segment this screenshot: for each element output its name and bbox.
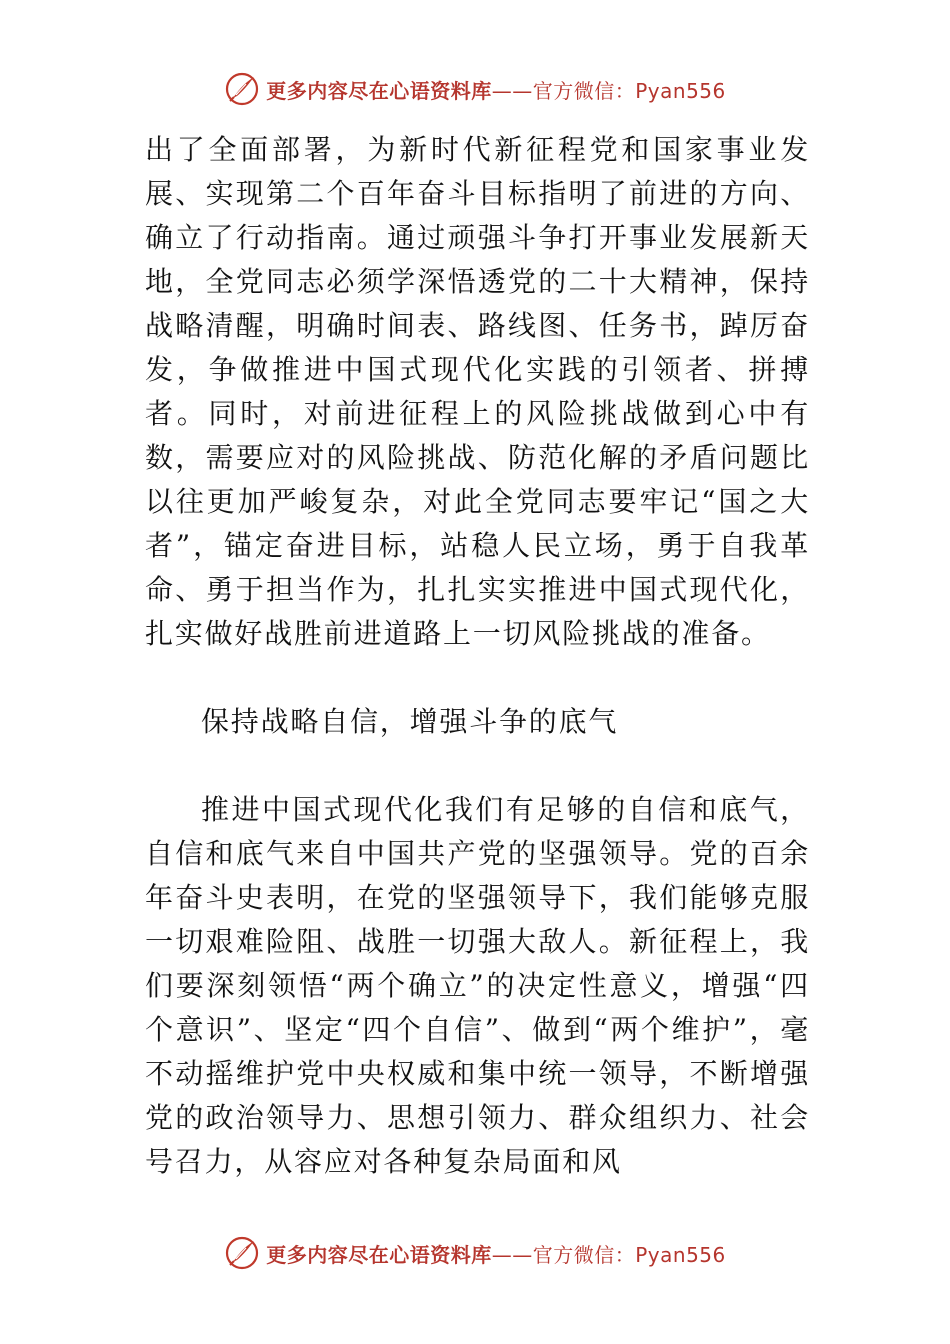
feather-quill-logo-icon (224, 71, 260, 107)
footer-wechat-label: 官方微信： (532, 1242, 636, 1267)
header-brand-text: 更多内容尽在心语资料库 (266, 78, 492, 103)
body-paragraph-1: 出了全面部署，为新时代新征程党和国家事业发展、实现第二个百年奋斗目标指明了前进的方向、确立了行动指南。通过顽强斗争打开事业发展新天地，全党同志必须学深悟透党的二十大精神，保持战略清醒，明确时间表、路线图、任务书，踔厉奋发，争做推进中国式现代化实践的引领者、拼搏者。同时，对前进征程上的风险挑战做到心中有数，需要应对的风险挑战、防范化解的矛盾问题比以往更加严峻复杂，对此全党同志要牢记“国之大者”，锚定奋进目标，站稳人民立场，勇于自我革命、勇于担当作为，扎扎实实推进中国式现代化，扎实做好战胜前进道路上一切风险挑战的准备。 (145, 133, 810, 650)
header-separator: —— (491, 78, 533, 103)
body-paragraph-2: 推进中国式现代化我们有足够的自信和底气，自信和底气来自中国共产党的坚强领导。党的百余年奋斗史表明，在党的坚强领导下，我们能够克服一切艰难险阻、战胜一切强大敌人。新征程上，我们要深刻领悟“两个确立”的决定性意义，增强“四个意识”、坚定“四个自信”、做到“两个维护”，毫不动摇维护党中央权威和集中统一领导，不断增强党的政治领导力、思想引领力、群众组织力、社会号召力，从容应对各种复杂局面和风 (145, 793, 810, 1178)
document-body (145, 128, 810, 1184)
footer-separator: —— (491, 1242, 533, 1267)
feather-quill-logo-icon (224, 1235, 260, 1271)
header-banner-text (266, 75, 726, 104)
header-wechat-id: Pyan556 (635, 78, 726, 103)
footer-brand-text: 更多内容尽在心语资料库 (266, 1242, 492, 1267)
footer-banner (0, 1230, 950, 1276)
footer-banner-text (266, 1239, 726, 1268)
footer-wechat-id: Pyan556 (635, 1242, 726, 1267)
header-wechat-label: 官方微信： (532, 78, 636, 103)
header-banner (0, 66, 950, 112)
section-heading: 保持战略自信，增强斗争的底气 (201, 705, 619, 738)
